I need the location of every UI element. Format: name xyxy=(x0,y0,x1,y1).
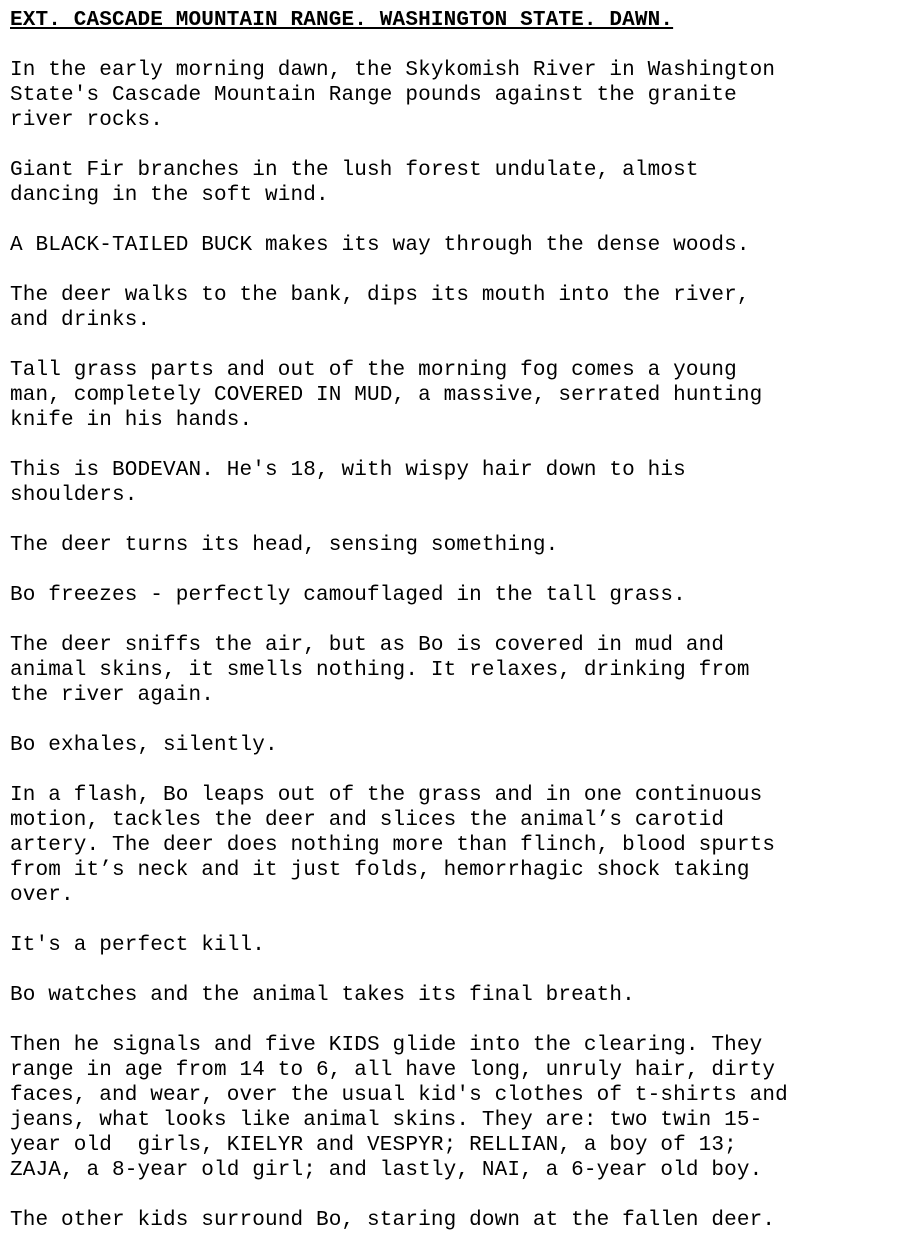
action-line: knife in his hands. xyxy=(10,409,253,432)
action-line: shoulders. xyxy=(10,484,138,507)
action-line: The deer sniffs the air, but as Bo is covered in mud and xyxy=(10,634,725,657)
action-line: man, completely COVERED IN MUD, a massive, serrated hunting xyxy=(10,384,763,407)
action-paragraph xyxy=(10,1033,903,1183)
action-paragraph xyxy=(10,583,903,608)
action-line: Bo exhales, silently. xyxy=(10,734,278,757)
action-line: In a flash, Bo leaps out of the grass and in one continuous xyxy=(10,784,763,807)
action-paragraph xyxy=(10,1208,903,1233)
action-line: artery. The deer does nothing more than flinch, blood spurts xyxy=(10,834,776,857)
action-paragraph xyxy=(10,983,903,1008)
action-line: State's Cascade Mountain Range pounds against the granite xyxy=(10,84,737,107)
action-paragraph xyxy=(10,633,903,708)
action-paragraph xyxy=(10,533,903,558)
action-line: jeans, what looks like animal skins. They are: two twin 15- xyxy=(10,1109,763,1132)
action-line: Bo freezes - perfectly camouflaged in the tall grass. xyxy=(10,584,686,607)
action-line: river rocks. xyxy=(10,109,164,132)
action-line: motion, tackles the deer and slices the animal’s carotid xyxy=(10,809,725,832)
action-line: dancing in the soft wind. xyxy=(10,184,329,207)
action-line: and drinks. xyxy=(10,309,151,332)
action-paragraphs xyxy=(10,58,903,1233)
action-line: Tall grass parts and out of the morning fog comes a young xyxy=(10,359,737,382)
action-line: This is BODEVAN. He's 18, with wispy hair down to his xyxy=(10,459,686,482)
action-line: over. xyxy=(10,884,74,907)
action-paragraph xyxy=(10,233,903,258)
action-line: the river again. xyxy=(10,684,215,707)
action-line: ZAJA, a 8-year old girl; and lastly, NAI, a 6-year old boy. xyxy=(10,1159,763,1182)
action-line: Bo watches and the animal takes its final breath. xyxy=(10,984,635,1007)
action-line: A BLACK-TAILED BUCK makes its way through the dense woods. xyxy=(10,234,750,257)
action-paragraph xyxy=(10,733,903,758)
action-line: In the early morning dawn, the Skykomish River in Washington xyxy=(10,59,776,82)
action-line: Then he signals and five KIDS glide into the clearing. They xyxy=(10,1034,763,1057)
action-paragraph xyxy=(10,458,903,508)
action-paragraph xyxy=(10,783,903,908)
action-paragraph xyxy=(10,283,903,333)
action-line: Giant Fir branches in the lush forest undulate, almost xyxy=(10,159,699,182)
action-line: year old girls, KIELYR and VESPYR; RELLIAN, a boy of 13; xyxy=(10,1134,737,1157)
action-line: The deer turns its head, sensing something. xyxy=(10,534,559,557)
action-line: The deer walks to the bank, dips its mouth into the river, xyxy=(10,284,750,307)
scene-heading: EXT. CASCADE MOUNTAIN RANGE. WASHINGTON STATE. DAWN. xyxy=(10,9,674,32)
action-paragraph xyxy=(10,358,903,433)
action-paragraph xyxy=(10,58,903,133)
action-line: It's a perfect kill. xyxy=(10,934,266,957)
action-line: from it’s neck and it just folds, hemorrhagic shock taking xyxy=(10,859,750,882)
action-line: faces, and wear, over the usual kid's clothes of t-shirts and xyxy=(10,1084,788,1107)
action-paragraph xyxy=(10,933,903,958)
action-paragraph xyxy=(10,158,903,208)
action-line: range in age from 14 to 6, all have long, unruly hair, dirty xyxy=(10,1059,776,1082)
screenplay-page xyxy=(10,8,903,1258)
action-line: animal skins, it smells nothing. It relaxes, drinking from xyxy=(10,659,750,682)
action-line: The other kids surround Bo, staring down at the fallen deer. xyxy=(10,1209,776,1232)
